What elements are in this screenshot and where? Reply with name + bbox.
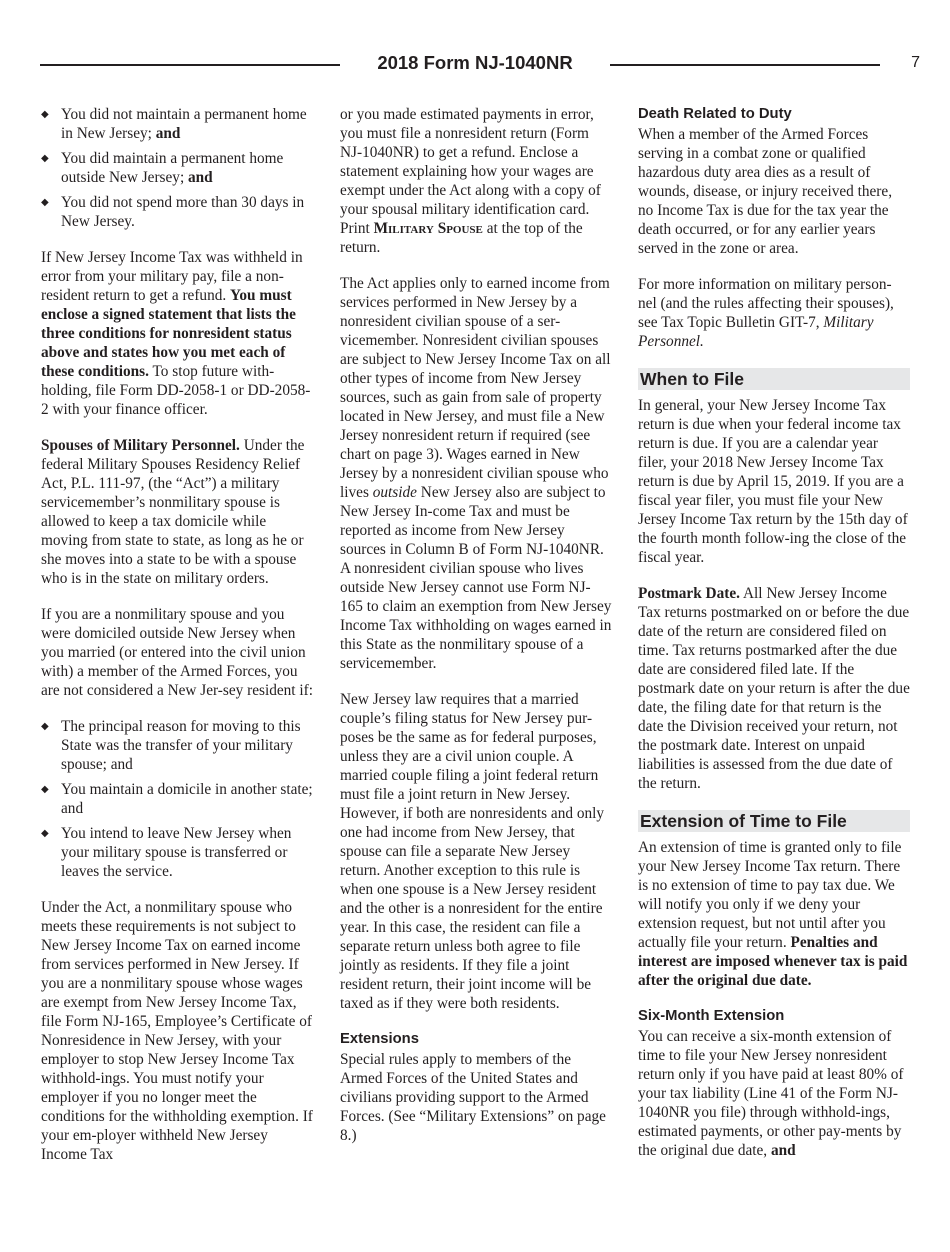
paragraph-postmark-date: Postmark Date. All New Jersey Income Tax returns postmarked on or before the due date of the return are considered filed on time. Tax returns postmarked after the due date are considered filed late. If the postmark date on your return is after the due date, the filing date for that return is the date the Division received your return, not the postmark date. Interest on unpaid liabilities is assessed from the due date of the return.: [638, 585, 910, 792]
list-item: ◆ You maintain a domicile in another state; and: [41, 781, 313, 817]
heading-extension-of-time: Extension of Time to File: [638, 810, 910, 832]
header-rule-left: [40, 64, 340, 66]
paragraph-more-info: For more information on military person-nel (and the rules affecting their spouses), see Tax Topic Bulletin GIT-7, Military Personnel.: [638, 276, 894, 350]
paragraph-act-applies: The Act applies only to earned income from services performed in New Jersey by a nonresident civilian spouse of a ser-vicemember. Nonresident civilian spouses are subject to New Jersey Income Tax on all other types of income from New Jersey sources, such as gain from sale of property located in New Jersey, and must file a New Jersey nonresident return if required (see chart on page 3). Wages earned in New Jersey by a nonresident civilian spouse who lives outside New Jersey also are subject to New Jersey In-come Tax and must be reported as income from New Jersey sources in Column B of Form NJ-1040NR. A nonresident civilian spouse who lives outside New Jersey cannot use Form NJ-165 to claim an exemption from New Jersey Income Tax withholding on wages earned in this State as the nonmilitary spouse of a servicemember.: [340, 275, 612, 672]
diamond-bullet-icon: ◆: [41, 784, 49, 795]
paragraph-filing-status: New Jersey law requires that a married couple’s filing status for New Jersey pur-poses be the same as for federal purposes, unless they are a civil union couple. A married couple filing a joint federal return must file a joint return in New Jersey. However, if both are nonresidents and only one had income from New Jersey, that spouse can file a separate New Jersey return. Another exception to this rule is when one spouse is a New Jersey resident and the other is a nonresident for the entire year. In this case, the resident can file a separate return unless both agree to file jointly as residents. If they file a joint resident return, their joint income will be taxed as if they were both residents.: [340, 691, 605, 1012]
page-number: 7: [911, 54, 920, 71]
diamond-bullet-icon: ◆: [41, 153, 49, 164]
heading-extensions: Extensions: [340, 1031, 419, 1047]
diamond-bullet-icon: ◆: [41, 197, 49, 208]
paragraph-extension-of-time: An extension of time is granted only to file your New Jersey Income Tax return. There is no extension of time to pay tax due. We will notify you only if we deny your extension request, but not until after you actually file your return. Penalties and interest are imposed whenever tax is paid after the original due date.: [638, 839, 908, 989]
diamond-bullet-icon: ◆: [41, 721, 49, 732]
paragraph-extensions: Special rules apply to members of the Armed Forces of the United States and civilians providing support to the Armed Forces. (See “Military Extensions” on page 8.): [340, 1051, 606, 1144]
list-item: ◆ You did maintain a permanent home outside New Jersey; and: [41, 150, 284, 186]
paragraph-under-the-act: Under the Act, a nonmilitary spouse who meets these requirements is not subject to New Jersey Income Tax on earned income from services performed in New Jersey. If you are a nonmilitary spouse whose wages are exempt from New Jersey Income Tax, file Form NJ-165, Employee’s Certificate of Nonresidence in New Jersey, with your employer to stop New Jersey Income Tax withhold-ings. You must notify your employer if you no longer meet the conditions for the withholding exemption. If your em-ployer withheld New Jersey Income Tax: [41, 899, 313, 1163]
paragraph-when-to-file: In general, your New Jersey Income Tax return is due when your federal income tax return is due. If you are a calendar year filer, your 2018 New Jersey Income Tax return is due by April 15, 2019. If you are a fiscal year filer, you must file your New Jersey Income Tax return by the 15th day of the fourth month follow-ing the close of the fiscal year.: [638, 397, 908, 566]
paragraph-death-related: When a member of the Armed Forces serving in a combat zone or qualified hazardous duty area dies as a result of wounds, disease, or injury received there, no Income Tax is due for the tax year the death occurred, or for any earlier years served in the zone or area.: [638, 126, 893, 257]
list-item: ◆ You did not spend more than 30 days in New Jersey.: [41, 194, 305, 230]
paragraph-nonmilitary-spouse: If you are a nonmilitary spouse and you were domiciled outside New Jersey when you married (or entered into the civil union with) a member of the Armed Forces, you are not considered a New Jer-sey resident if:: [41, 606, 313, 699]
paragraph-refund: or you made estimated payments in error, you must file a nonresident return (Form NJ-1040NR) to get a refund. Enclose a statement explaining how your wages are exempt under the Act along with a copy of your spousal military identification card. Print Military Spouse at the top of the return.: [340, 106, 601, 256]
list-item: ◆ You did not maintain a permanent home in New Jersey; and: [41, 106, 307, 142]
heading-death-related: Death Related to Duty: [638, 106, 792, 122]
header-rule-right: [610, 64, 880, 66]
column-2: [340, 105, 612, 1162]
heading-six-month-extension: Six-Month Extension: [638, 1008, 785, 1024]
list-item: ◆ You intend to leave New Jersey when your military spouse is transferred or leaves the service.: [41, 825, 292, 880]
column-3: [638, 105, 910, 1177]
paragraph-six-month-extension: You can receive a six-month extension of time to file your New Jersey nonresident return only if you have paid at least 80% of your tax liability (Line 41 of the Form NJ-1040NR you file) through withhold-ings, estimated payments, or other pay-ments by the original due date, and: [638, 1028, 904, 1159]
diamond-bullet-icon: ◆: [41, 109, 49, 120]
spouse-conditions-list: [41, 717, 313, 881]
page-title: 2018 Form NJ-1040NR: [377, 52, 573, 73]
nonresident-conditions-list: [41, 105, 313, 231]
list-item: ◆ The principal reason for moving to this State was the transfer of your military spouse; and: [41, 718, 301, 773]
heading-when-to-file: When to File: [638, 368, 910, 390]
column-1: [41, 105, 313, 1181]
paragraph-military-spouses: Spouses of Military Personnel. Under the federal Military Spouses Residency Relief Act, P.L. 111-97, (the “Act”) a military servicemember’s nonmilitary spouse is allowed to keep a tax domicile while moving from state to state, as long as he or she moves into a state to be with a spouse who is in the state on military orders.: [41, 437, 305, 587]
paragraph-withheld-in-error: If New Jersey Income Tax was withheld in error from your military pay, file a non-resident return to get a refund. You must enclose a signed statement that lists the three conditions for nonresident status above and states how you met each of these conditions. To stop future with-holding, file Form DD-2058-1 or DD-2058-2 with your finance officer.: [41, 249, 311, 418]
diamond-bullet-icon: ◆: [41, 828, 49, 839]
